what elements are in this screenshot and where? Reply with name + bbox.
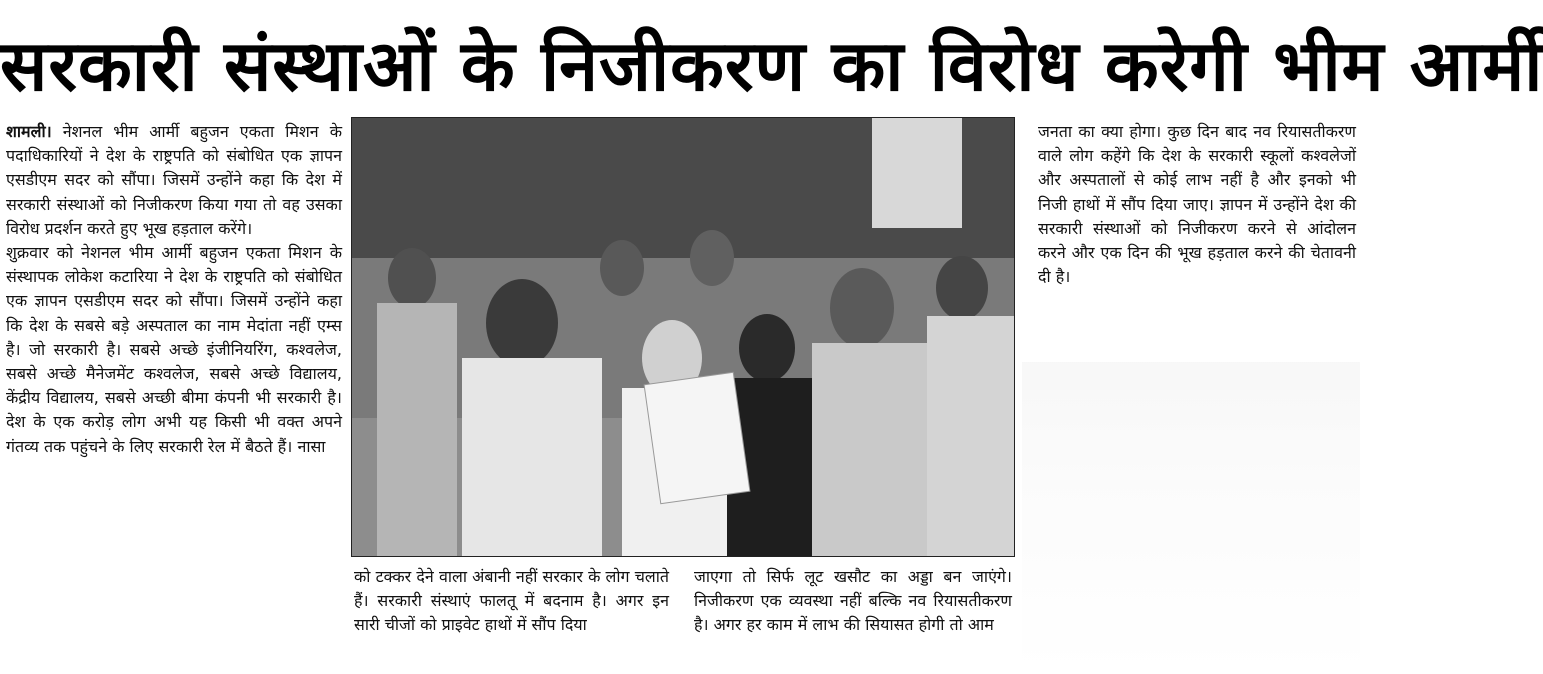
paragraph-1 (6, 120, 342, 241)
faded-area (1022, 362, 1360, 674)
photo-illustration (352, 118, 1014, 556)
paragraph-2: शुक्रवार को नेशनल भीम आर्मी बहुजन एकता मिशन के संस्थापक लोकेश कटारिया ने देश के राष्ट्रपति को संबोधित एक ज्ञापन एसडीएम सदर को सौंपा। जिसमें उन्होंने कहा कि देश के सबसे बड़े अस्पताल का नाम मेदांता नहीं एम्स है। जो सरकारी है। सबसे अच्छे इंजीनियरिंग, कश्वलेज, सबसे अच्छे मैनेजमेंट कश्वलेज, सबसे अच्छे विद्यालय, केंद्रीय विद्यालय, सबसे अच्छी बीमा कंपनी भी सरकारी है। देश के एक करोड़ लोग अभी यह किसी भी वक्त अपने गंतव्य तक पहुंचने के लिए सरकारी रेल में बैठते हैं। नासा (6, 243, 342, 456)
column-2: को टक्कर देने वाला अंबानी नहीं सरकार के लोग चलाते हैं। सरकारी संस्थाएं फालतू में बदनाम है। अगर इन सारी चीजों को प्राइवेट हाथों में सौंप दिया (354, 567, 669, 635)
column-1 (6, 120, 342, 459)
column-3: जाएगा तो सिर्फ लूट खसौट का अड्डा बन जाएंगे। निजीकरण एक व्यवस्था नहीं बल्कि नव रियासतीकरण है। अगर हर काम में लाभ की सियासत होगी तो आम (694, 567, 1012, 635)
dateline: शामली। (6, 122, 52, 141)
column-4: जनता का क्या होगा। कुछ दिन बाद नव रियासतीकरण वाले लोग कहेंगे कि देश के सरकारी स्कूलों कश्वलेजों और अस्पतालों से कोई लाभ नहीं है और इनको भी निजी हाथों में सौंप दिया जाए। ज्ञापन में उन्होंने देश की सरकारी संस्थाओं को निजीकरण करने से आंदोलन करने और एक दिन की भूख हड़ताल करने की चेतावनी दी है। (1038, 122, 1356, 287)
news-photo (351, 117, 1015, 557)
headline: सरकारी संस्थाओं के निजीकरण का विरोध करेगी भीम आर्मी (0, 25, 1543, 107)
paragraph-1-text: नेशनल भीम आर्मी बहुजन एकता मिशन के पदाधिकारियों ने देश के राष्ट्रपति को संबोधित एक ज्ञापन एसडीएम सदर को सौंपा। जिसमें उन्होंने कहा कि देश में सरकारी संस्थाओं को निजीकरण किया गया तो वह उसका विरोध प्रदर्शन करते हुए भूख हड़ताल करेंगे। (6, 122, 342, 238)
